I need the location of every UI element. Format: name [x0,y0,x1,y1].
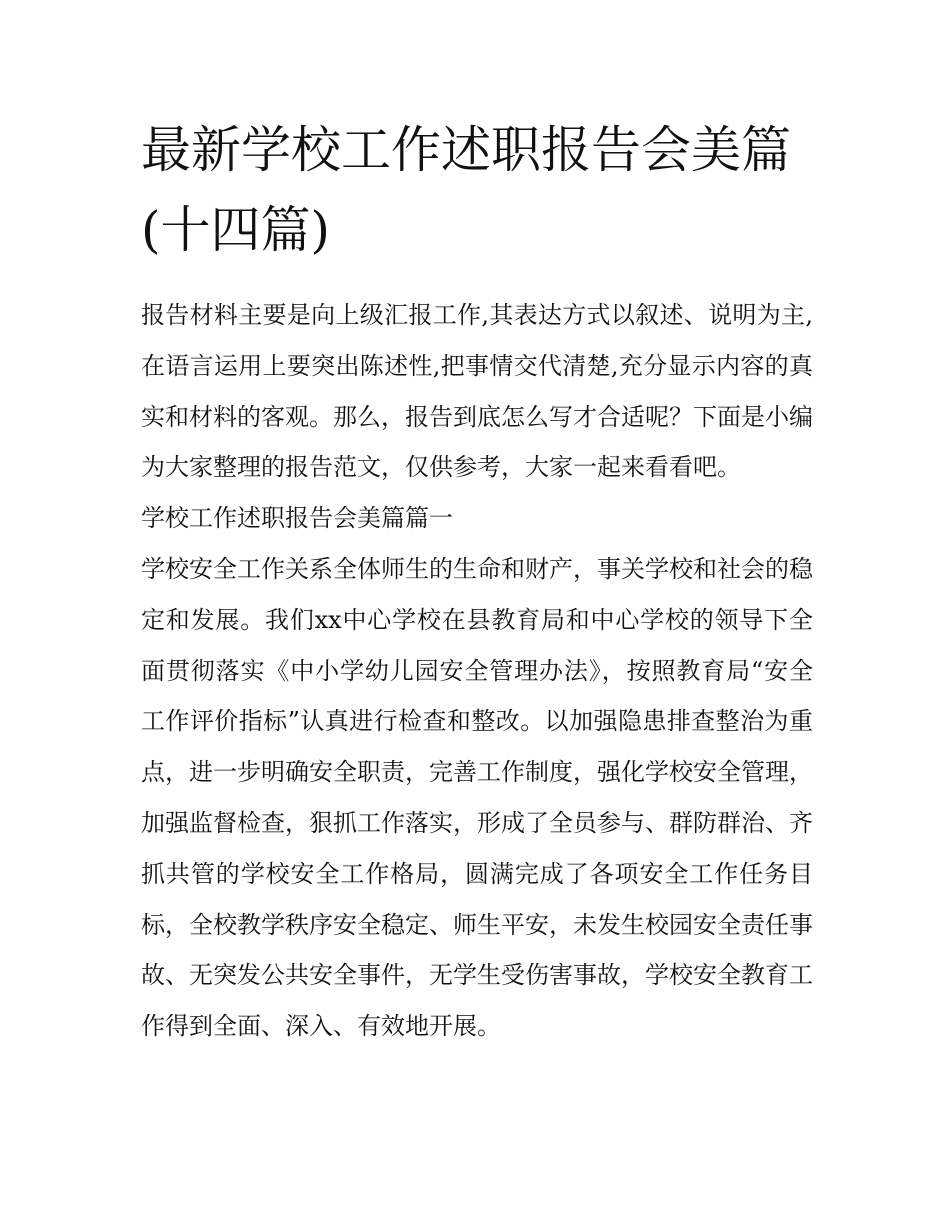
section-heading: 学校工作述职报告会美篇篇一 [141,504,453,533]
intro-paragraph: 报告材料主要是向上级汇报工作,其表达方式以叙述、说明为主,在语言运用上要突出陈述性,把事情交代清楚,充分显示内容的真实和材料的客观。那么，报告到底怎么写才合适呢？下面是小编为大家整理的报告范文，仅供参考，大家一起来看看吧。 [141,301,813,482]
body-paragraph: 学校安全工作关系全体师生的生命和财产，事关学校和社会的稳定和发展。我们xx中心学校在县教育局和中心学校的领导下全面贯彻落实《中小学幼儿园安全管理办法》，按照教育局“安全工作评价指标”认真进行检查和整改。以加强隐患排查整治为重点，进一步明确安全职责，完善工作制度，强化学校安全管理，加强监督检查，狠抓工作落实，形成了全员参与、群防群治、齐抓共管的学校安全工作格局，圆满完成了各项安全工作任务目标，全校教学秩序安全稳定、师生平安，未发生校园安全责任事故、无突发公共安全事件，无学生受伤害事故，学校安全教育工作得到全面、深入、有效地开展。 [141,554,813,1041]
document-page [141,110,813,1052]
document-title: 最新学校工作述职报告会美篇(十四篇) [141,121,791,259]
